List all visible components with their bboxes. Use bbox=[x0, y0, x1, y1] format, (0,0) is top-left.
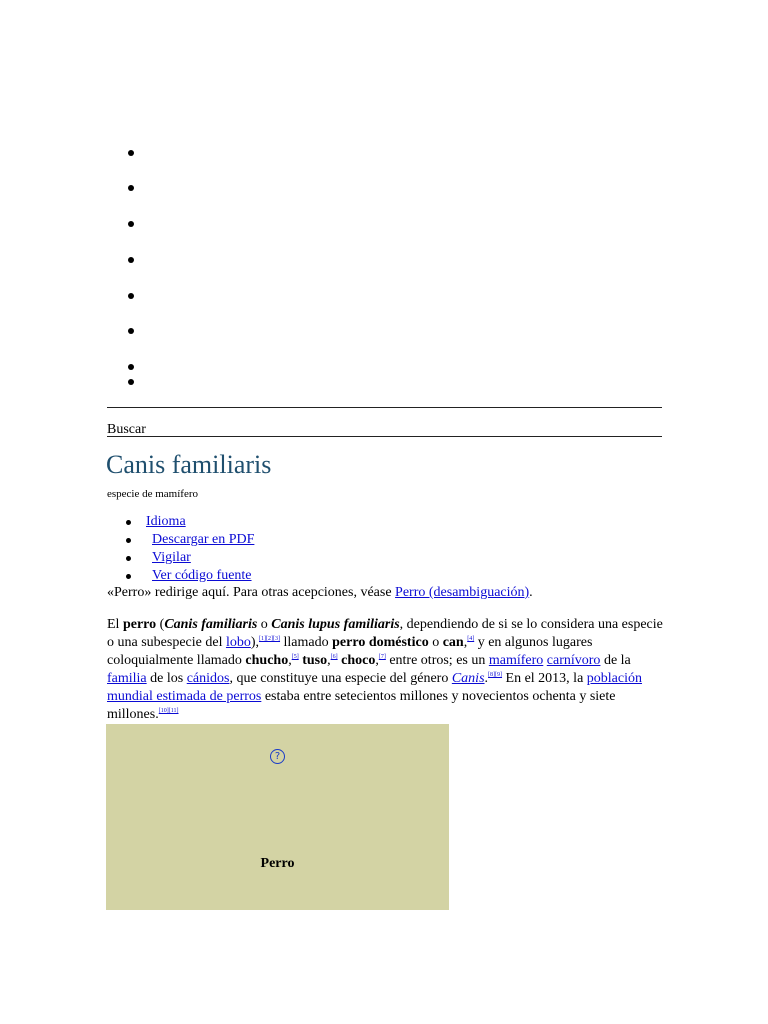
language-link[interactable]: Idioma bbox=[146, 514, 186, 529]
mamifero-link[interactable]: mamífero bbox=[488, 653, 544, 668]
reference-link[interactable]: [6] bbox=[330, 654, 338, 660]
text: , bbox=[375, 653, 379, 668]
reference-link[interactable]: [7] bbox=[378, 654, 386, 660]
canidos-link[interactable]: cánidos bbox=[186, 671, 230, 686]
redirect-text: «Perro» redirige aquí. Para otras acepciones, véase bbox=[107, 585, 396, 600]
infobox-caption: Perro bbox=[260, 856, 295, 871]
reference-link[interactable]: [8][9] bbox=[488, 672, 503, 678]
lobo-link[interactable]: lobo bbox=[225, 635, 251, 650]
scientific-name: Canis familiaris bbox=[164, 617, 258, 632]
bold-term: chucho bbox=[245, 653, 289, 668]
text: . bbox=[484, 671, 489, 686]
action-item-source bbox=[107, 567, 254, 585]
text: y en algunos lugares coloquialmente llamado bbox=[107, 635, 593, 668]
bold-term: can bbox=[442, 635, 464, 650]
divider bbox=[107, 407, 662, 408]
divider bbox=[107, 436, 662, 437]
text: En el 2013, la bbox=[502, 671, 587, 686]
view-source-link[interactable]: Ver código fuente bbox=[152, 568, 252, 583]
nav-bullet[interactable] bbox=[128, 364, 134, 370]
text: estaba entre setecientos millones y novecientos ochenta y siete millones. bbox=[107, 689, 616, 722]
nav-bullet[interactable] bbox=[128, 328, 134, 334]
text: de los bbox=[146, 671, 187, 686]
redirect-text-end: . bbox=[529, 585, 533, 600]
page-subtitle: especie de mamífero bbox=[107, 488, 199, 500]
nav-bullet[interactable] bbox=[128, 150, 134, 156]
bold-term: perro bbox=[122, 617, 157, 632]
text: de la bbox=[600, 653, 631, 668]
text: ), bbox=[250, 635, 260, 650]
text: llamado bbox=[280, 635, 333, 650]
poblacion-link[interactable]: población mundial estimada de perros bbox=[107, 671, 643, 704]
watch-link[interactable]: Vigilar bbox=[152, 550, 191, 565]
action-item-language bbox=[107, 513, 254, 531]
text: , bbox=[327, 653, 331, 668]
reference-link[interactable]: [4] bbox=[467, 636, 475, 642]
intro-paragraph bbox=[107, 616, 667, 724]
text: , bbox=[463, 635, 468, 650]
text: , dependiendo de si se lo considera una especie o una subespecie del bbox=[107, 617, 663, 650]
familia-link[interactable]: familia bbox=[107, 671, 147, 686]
nav-bullet[interactable] bbox=[128, 379, 134, 385]
canis-link-text: Canis bbox=[451, 671, 485, 686]
canis-link[interactable] bbox=[452, 671, 485, 686]
nav-bullet[interactable] bbox=[128, 221, 134, 227]
text: , bbox=[288, 653, 292, 668]
question-circle-icon[interactable]: ? bbox=[270, 749, 285, 764]
download-pdf-link[interactable]: Descargar en PDF bbox=[152, 532, 255, 547]
nav-bullet[interactable] bbox=[128, 185, 134, 191]
text: entre otros; es un bbox=[385, 653, 489, 668]
reference-link[interactable]: [5] bbox=[291, 654, 299, 660]
text: o bbox=[428, 635, 443, 650]
carnivoro-link[interactable]: carnívoro bbox=[546, 653, 601, 668]
text: El bbox=[107, 617, 123, 632]
disambiguation-link[interactable]: Perro (desambiguación) bbox=[395, 585, 530, 600]
bold-term: perro doméstico bbox=[332, 635, 429, 650]
reference-link[interactable]: [1][2][3] bbox=[259, 636, 281, 642]
text: o bbox=[257, 617, 272, 632]
bold-term: tuso bbox=[302, 653, 328, 668]
redirect-note bbox=[107, 585, 533, 601]
nav-bullet[interactable] bbox=[128, 257, 134, 263]
search-label[interactable]: Buscar bbox=[107, 422, 146, 437]
page-title: Canis familiaris bbox=[106, 450, 272, 479]
page-actions bbox=[107, 513, 254, 585]
text: , que constituye una especie del género bbox=[229, 671, 452, 686]
nav-bullet[interactable] bbox=[128, 293, 134, 299]
action-item-pdf bbox=[107, 531, 254, 549]
action-item-watch bbox=[107, 549, 254, 567]
reference-link[interactable]: [10][11] bbox=[158, 708, 179, 714]
scientific-name: Canis lupus familiaris bbox=[271, 617, 400, 632]
bold-term: choco bbox=[341, 653, 376, 668]
text: ( bbox=[156, 617, 165, 632]
